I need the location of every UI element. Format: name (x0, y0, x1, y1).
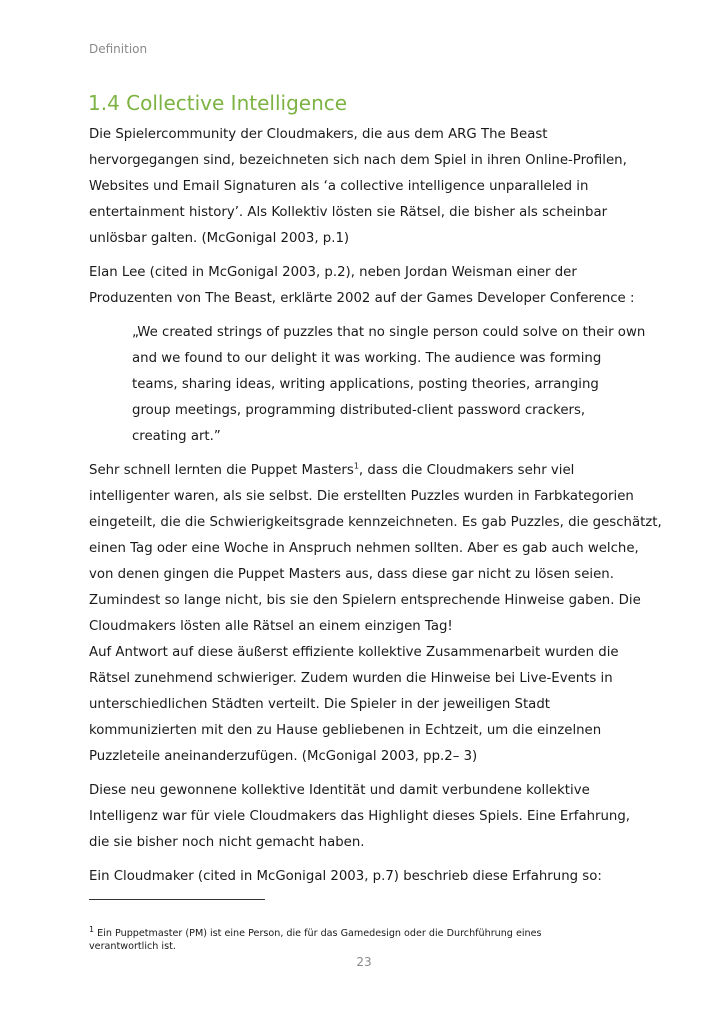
text-line: Auf Antwort auf diese äußerst effiziente kollektive Zusammenarbeit wurden die (89, 645, 619, 660)
block-quote (89, 320, 649, 450)
text-line: entertainment history’. Als Kollektiv lösten sie Rätsel, die bisher als scheinbar (89, 205, 608, 220)
text-line: eingeteilt, die die Schwierigkeitsgrade kennzeichneten. Es gab Puzzles, die geschätzt, (89, 515, 662, 530)
text-line: Elan Lee (cited in McGonigal 2003, p.2), neben Jordan Weisman einer der (89, 265, 577, 280)
quote-line: creating art.” (132, 429, 221, 444)
text-line: unterschiedlichen Städten verteilt. Die Spieler in der jeweiligen Stadt (89, 697, 550, 712)
text-segment: Sehr schnell lernten die Puppet Masters (89, 463, 354, 478)
paragraph-2 (89, 260, 649, 312)
quote-line: teams, sharing ideas, writing applications, posting theories, arranging (132, 377, 599, 392)
text-line: Diese neu gewonnene kollektive Identität und damit verbundene kollektive (89, 783, 590, 798)
page-number: 23 (356, 955, 372, 969)
footnote-line (89, 924, 649, 940)
text-segment: , dass die Cloudmakers sehr viel (358, 463, 575, 478)
text-line: Puzzleteile aneinanderzufügen. (McGonigal 2003, pp.2– 3) (89, 749, 478, 764)
quote-line: and we found to our delight it was working. The audience was forming (132, 351, 602, 366)
footnote-marker: 1 (89, 924, 95, 934)
text-line: unlösbar galten. (McGonigal 2003, p.1) (89, 231, 350, 246)
running-header: Definition (89, 42, 148, 56)
text-line: Die Spielercommunity der Cloudmakers, die aus dem ARG The Beast (89, 127, 548, 142)
footnote-separator (89, 899, 265, 900)
quote-line: „We created strings of puzzles that no single person could solve on their own (132, 325, 646, 340)
section-number: 1.4 (88, 91, 120, 115)
text-line: kommunizierten mit den zu Hause gebliebenen in Echtzeit, um die einzelnen (89, 723, 602, 738)
text-line: Intelligenz war für viele Cloudmakers das Highlight dieses Spiels. Eine Erfahrung, (89, 809, 631, 824)
paragraph-4 (89, 778, 649, 856)
section-title (88, 90, 347, 116)
paragraph-3 (89, 458, 662, 770)
text-line: einen Tag oder eine Woche in Anspruch nehmen sollten. Aber es gab auch welche, (89, 541, 639, 556)
text-line: von denen gingen die Puppet Masters aus, dass diese gar nicht zu lösen seien. (89, 567, 614, 582)
quote-line: group meetings, programming distributed-client password crackers, (132, 403, 586, 418)
text-line: Cloudmakers lösten alle Rätsel an einem einzigen Tag! (89, 619, 453, 634)
text-line: die sie bisher noch nicht gemacht haben. (89, 835, 365, 850)
text-line: Produzenten von The Beast, erklärte 2002 auf der Games Developer Conference : (89, 291, 635, 306)
text-line: Zumindest so lange nicht, bis sie den Spielern entsprechende Hinweise gaben. Die (89, 593, 641, 608)
footnote (89, 924, 649, 953)
paragraph-5 (89, 864, 649, 890)
body-text (89, 122, 662, 890)
section-title-text: Collective Intelligence (126, 91, 348, 115)
text-line: hervorgegangen sind, bezeichneten sich nach dem Spiel in ihren Online-Profilen, (89, 153, 627, 168)
footnote-text: Ein Puppetmaster (PM) ist eine Person, die für das Gamedesign oder die Durchführung eines (94, 928, 542, 939)
text-line (89, 458, 649, 484)
text-line: Ein Cloudmaker (cited in McGonigal 2003, p.7) beschrieb diese Erfahrung so: (89, 869, 602, 884)
text-line: Rätsel zunehmend schwieriger. Zudem wurden die Hinweise bei Live-Events in (89, 671, 613, 686)
paragraph-1 (89, 122, 649, 252)
text-line: intelligenter waren, als sie selbst. Die erstellten Puzzles wurden in Farbkategorien (89, 489, 634, 504)
footnote-line: verantwortlich ist. (89, 941, 176, 952)
footnote-reference[interactable]: 1 (353, 461, 359, 471)
text-line: Websites und Email Signaturen als ‘a collective intelligence unparalleled in (89, 179, 589, 194)
